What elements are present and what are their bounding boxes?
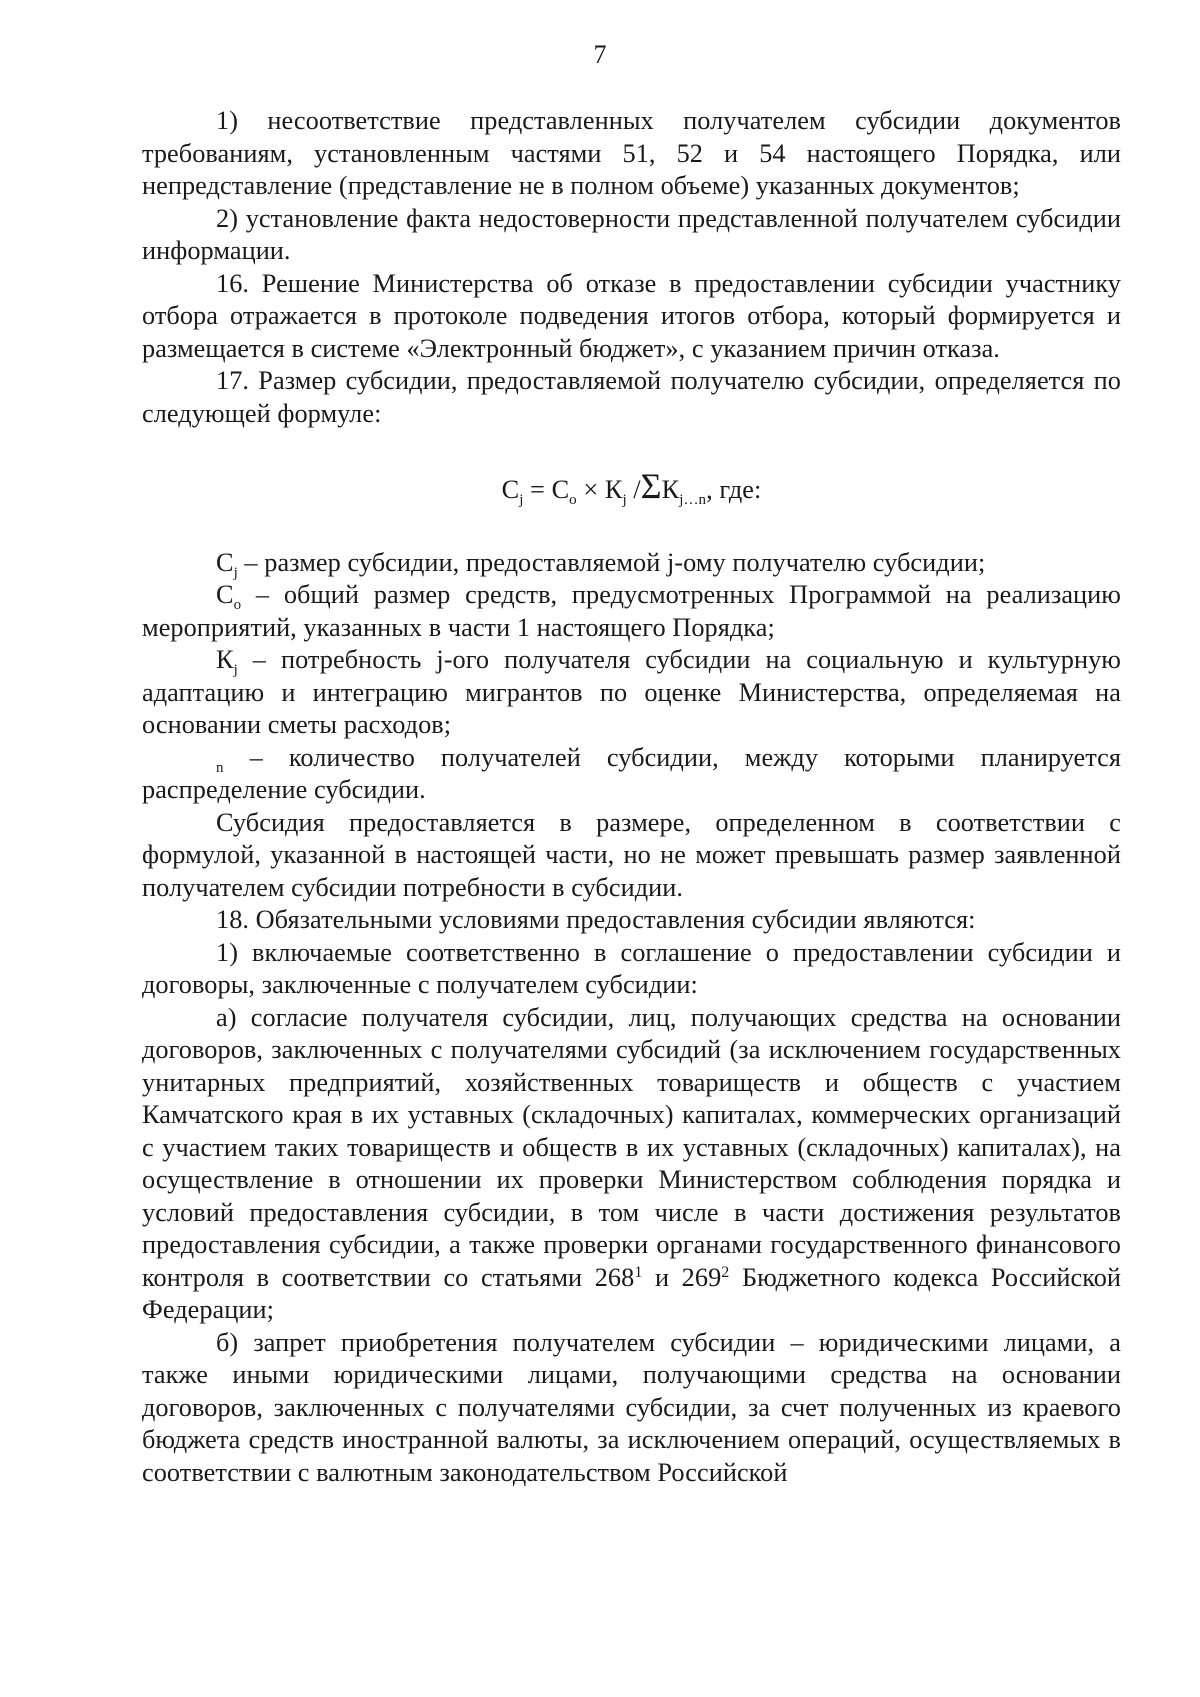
paragraph-refusal-ground-1: 1) несоответствие представленных получателем субсидии документов требованиям, установленным частями 51, 52 и 54 настоящего Порядка, или непредставление (представление не в полном объеме) указанных документов; <box>142 106 1121 200</box>
paragraph-18-item-1: 1) включаемые соответственно в соглашение о предоставлении субсидии и договоры, заключенные с получателем субсидии: <box>142 937 1121 999</box>
definition-co: $C_o$ – общий размер средств, предусмотренных Программой на реализацию мероприятий, указанных в части 1 настоящего Порядка; <box>142 580 1121 642</box>
paragraph-18: 18. Обязательными условиями предоставления субсидии являются: <box>216 905 976 934</box>
subsidy-formula: $C_j = C_o \times К_j$ $/\Sigma К_{j\dots n}$, где: <box>501 466 762 508</box>
paragraph-18-item-b: б) запрет приобретения получателем субсидии – юридическими лицами, а также иными юридическими лицами, получающими средства на основании договоров, заключенных с получателями субсидии, за счет полученных из краевого бюджета средств иностранной валюты, за исключением операций, осуществляемых в соответствии с валютным законодательством Российской <box>142 1327 1121 1487</box>
paragraph-refusal-ground-2: 2) установление факта недостоверности представленной получателем субсидии информации. <box>142 203 1121 265</box>
paragraph-16: 16. Решение Министерства об отказе в предоставлении субсидии участнику отбора отражается в протоколе подведения итогов отбора, который формируется и размещается в системе «Электронный бюджет», с указанием причин отказа. <box>142 268 1121 363</box>
paragraph-17: 17. Размер субсидии, предоставляемой получателю субсидии, определяется по следующей формуле: <box>142 366 1121 428</box>
paragraph-subsidy-limit: Субсидия предоставляется в размере, определенном в соответствии с формулой, указанной в настоящей части, но не может превышать размер заявленной получателем субсидии потребности в субсидии. <box>142 807 1121 902</box>
definition-cj: $C_j$ – размер субсидии, предоставляемой j-ому получателю субсидии; <box>216 547 986 581</box>
page-number: 7 <box>593 40 607 69</box>
document-body <box>142 105 1121 1489</box>
definition-kj: $К_j$ – потребность j-ого получателя субсидии на социальную и культурную адаптацию и интеграцию мигрантов по оценке Министерства, определяемая на основании сметы расходов; <box>142 645 1121 739</box>
definition-n: $_n$ – количество получателей субсидии, между которыми планируется распределение субсидии. <box>142 742 1121 804</box>
sigma-symbol: Σ <box>640 466 662 506</box>
paragraph-18-item-a: а) согласие получателя субсидии, лиц, получающих средства на основании договоров, заключенных с получателями субсидий (за исключением государственных унитарных предприятий, хозяйственных товариществ и обществ с участием Камчатского края в их уставных (складочных) капиталах, коммерческих организаций с участием таких товариществ и обществ в их уставных (складочных) капиталах), на осуществление в отношении их проверки Министерством соблюдения порядка и условий предоставления субсидии, в том числе в части достижения результатов предоставления субсидии, а также проверки органами государственного финансового контроля в соответствии со статьями $268^1$ и $269^2$ Бюджетного кодекса Российской Федерации; <box>142 1002 1122 1324</box>
